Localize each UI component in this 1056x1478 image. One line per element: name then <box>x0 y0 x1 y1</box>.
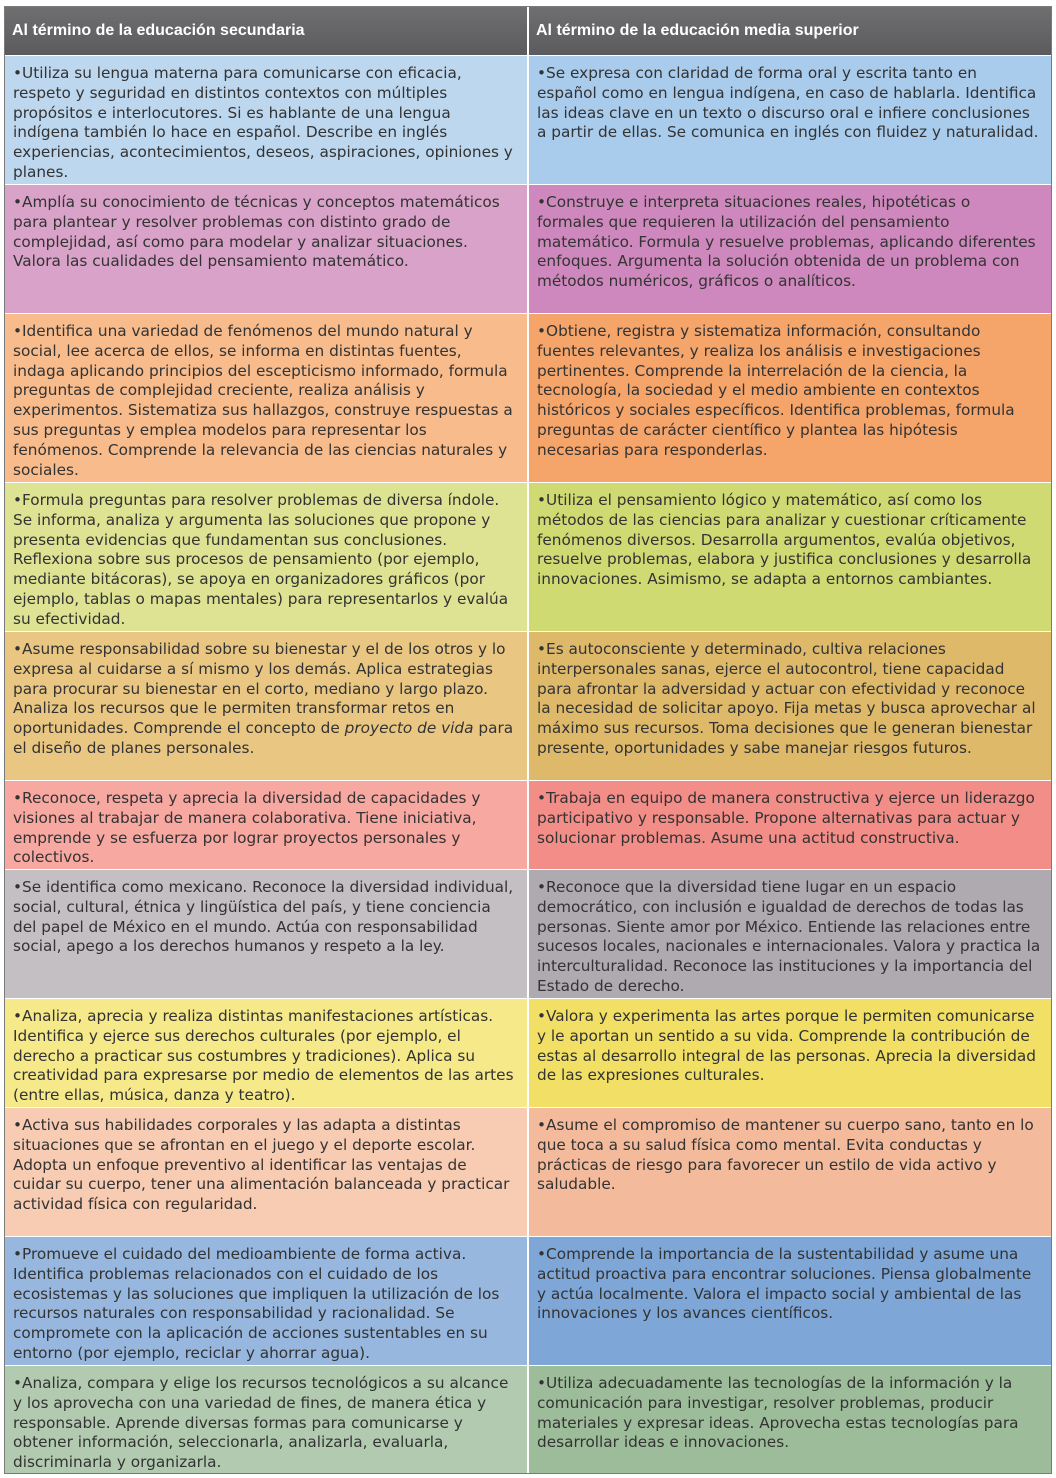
cell-secundaria <box>5 314 527 482</box>
cell-secundaria <box>5 1366 527 1473</box>
cell-text: •Identifica una variedad de fenómenos del mundo natural y social, lee acerca de ellos, se informa en distintas fuentes, indaga aplicando principios del escepticismo informado, formula preguntas de complejidad creciente, realiza análisis y experimentos. Sistematiza sus hallazgos, construye respuestas a sus preguntas y emplea modelos para representar los fenómenos. Comprende la relevancia de las ciencias naturales y sociales. <box>13 322 513 479</box>
cell-text: •Promueve el cuidado del medioambiente de forma activa. Identifica problemas relacionados con el cuidado de los ecosistemas y las soluciones que impliquen la utilización de los recursos naturales con responsabilidad y racionalidad. Se compromete con la aplicación de acciones sustentables en su entorno (por ejemplo, reciclar y ahorrar agua). <box>13 1245 500 1362</box>
table-row <box>5 781 1051 870</box>
cell-secundaria <box>5 56 527 184</box>
emphasis-text: proyecto de vida <box>344 719 474 738</box>
cell-secundaria <box>5 999 527 1107</box>
table-row <box>5 1237 1051 1366</box>
cell-text: •Valora y experimenta las artes porque le permiten comunicarse y le aportan un sentido a su vida. Comprende la contribución de estas al desarrollo integral de las personas. Aprecia la diversidad de las expresiones culturales. <box>537 1007 1037 1085</box>
table-header <box>5 7 1051 56</box>
cell-text: •Analiza, aprecia y realiza distintas manifestaciones artísticas. Identifica y ejerce sus derechos culturales (por ejemplo, el derecho a practicar sus costumbres y tradiciones). Aplica su creatividad para expresarse por medio de elementos de las artes (entre ellas, música, danza y teatro). <box>13 1007 514 1105</box>
table-row <box>5 870 1051 999</box>
cell-text-part: •Asume responsabilidad sobre su bienestar y el de los otros y lo expresa al cuidarse a sí mismo y los demás. Aplica estrategias para procurar su bienestar en el corto, mediano y largo plazo. Analiza los recursos que le permiten transformar retos en oportunidades. Comprende el concepto de <box>13 640 506 738</box>
cell-text: •Asume el compromiso de mantener su cuerpo sano, tanto en lo que toca a su salud física como mental. Evita conductas y prácticas de riesgo para favorecer un estilo de vida activo y saludable. <box>537 1116 1034 1194</box>
cell-media-superior <box>527 1108 1051 1236</box>
cell-text: •Construye e interpreta situaciones reales, hipotéticas o formales que requieren la utilización del pensamiento matemático. Formula y resuelve problemas, aplicando diferentes enfoques. Argumenta la solución obtenida de un problema con métodos numéricos, gráficos o analíticos. <box>537 193 1036 291</box>
table-row <box>5 483 1051 632</box>
cell-text: •Se expresa con claridad de forma oral y escrita tanto en español como en lengua indígena, en caso de hablarla. Identifica las ideas clave en un texto o discurso oral e infiere conclusiones a partir de ellas. Se comunica en inglés con fluidez y naturalidad. <box>537 64 1039 142</box>
cell-text: •Es autoconsciente y determinado, cultiva relaciones interpersonales sanas, ejerce el autocontrol, tiene capacidad para afrontar la adversidad y actuar con efectividad y reconoce la necesidad de solicitar apoyo. Fija metas y busca aprovechar al máximo sus recursos. Toma decisiones que le generan bienestar presente, oportunidades y sabe manejar riesgos futuros. <box>537 640 1036 757</box>
cell-text: •Activa sus habilidades corporales y las adapta a distintas situaciones que se afrontan en el juego y el deporte escolar. Adopta un enfoque preventivo al identificar las ventajas de cuidar su cuerpo, tener una alimentación balanceada y practicar actividad física con regularidad. <box>13 1116 510 1214</box>
cell-secundaria <box>5 870 527 998</box>
cell-text: •Trabaja en equipo de manera constructiva y ejerce un liderazgo participativo y responsable. Propone alternativas para actuar y solucionar problemas. Asume una actitud constructiva. <box>537 789 1035 847</box>
cell-media-superior <box>527 999 1051 1107</box>
cell-secundaria <box>5 185 527 313</box>
cell-media-superior <box>527 1366 1051 1473</box>
cell-text-part: para el diseño de planes personales. <box>13 719 514 757</box>
cell-secundaria <box>5 483 527 631</box>
cell-media-superior <box>527 56 1051 184</box>
cell-text: •Formula preguntas para resolver problemas de diversa índole. Se informa, analiza y argumenta las soluciones que propone y presenta evidencias que fundamentan sus conclusiones. Reflexiona sobre sus procesos de pensamiento (por ejemplo, mediante bitácoras), se apoya en organizadores gráficos (por ejemplo, tablas o mapas mentales) para representarlos y evalúa su efectividad. <box>13 491 509 628</box>
cell-media-superior <box>527 1237 1051 1365</box>
profile-table <box>4 6 1052 1474</box>
cell-text: •Se identifica como mexicano. Reconoce la diversidad individual, social, cultural, étnica y lingüística del país, y tiene conciencia del papel de México en el mundo. Actúa con responsabilidad social, apego a los derechos humanos y respeto a la ley. <box>13 878 514 956</box>
cell-text: •Comprende la importancia de la sustentabilidad y asume una actitud proactiva para encontrar soluciones. Piensa globalmente y actúa localmente. Valora el impacto social y ambiental de las innovaciones y los avances científicos. <box>537 1245 1032 1323</box>
table-row <box>5 56 1051 185</box>
cell-secundaria <box>5 781 527 869</box>
cell-text <box>13 640 517 759</box>
cell-text: •Reconoce que la diversidad tiene lugar en un espacio democrático, con inclusión e igualdad de derechos de todas las personas. Siente amor por México. Entiende las relaciones entre sucesos locales, nacionales e internacionales. Valora y practica la interculturalidad. Reconoce las instituciones y la importancia del Estado de derecho. <box>537 878 1041 995</box>
cell-media-superior <box>527 632 1051 780</box>
cell-text: •Utiliza su lengua materna para comunicarse con eficacia, respeto y seguridad en distintos contextos con múltiples propósitos e interlocutores. Si es hablante de una lengua indígena también lo hace en español. Describe en inglés experiencias, acontecimientos, deseos, aspiraciones, opiniones y planes. <box>13 64 513 181</box>
cell-text: •Utiliza el pensamiento lógico y matemático, así como los métodos de las ciencias para analizar y cuestionar críticamente fenómenos diversos. Desarrolla argumentos, evalúa objetivos, resuelve problemas, elabora y justifica conclusiones y desarrolla innovaciones. Asimismo, se adapta a entornos cambiantes. <box>537 491 1032 589</box>
table-row <box>5 314 1051 483</box>
header-media-superior: Al término de la educación media superior <box>527 7 1051 55</box>
cell-text: •Utiliza adecuadamente las tecnologías de la información y la comunicación para investigar, resolver problemas, producir materiales y expresar ideas. Aprovecha estas tecnologías para desarrollar ideas e innovaciones. <box>537 1374 1019 1452</box>
table-row <box>5 632 1051 781</box>
table-row <box>5 1108 1051 1237</box>
table-row <box>5 185 1051 314</box>
cell-text: •Amplía su conocimiento de técnicas y conceptos matemáticos para plantear y resolver problemas con distinto grado de complejidad, así como para modelar y analizar situaciones. Valora las cualidades del pensamiento matemático. <box>13 193 500 271</box>
cell-media-superior <box>527 870 1051 998</box>
cell-secundaria <box>5 632 527 780</box>
cell-text: •Reconoce, respeta y aprecia la diversidad de capacidades y visiones al trabajar de manera colaborativa. Tiene iniciativa, emprende y se esfuerza por lograr proyectos personales y colectivos. <box>13 789 481 867</box>
cell-secundaria <box>5 1108 527 1236</box>
header-secundaria: Al término de la educación secundaria <box>12 22 305 39</box>
cell-text: •Analiza, compara y elige los recursos tecnológicos a su alcance y los aprovecha con una variedad de fines, de manera ética y responsable. Aprende diversas formas para comunicarse y obtener información, seleccionarla, analizarla, evaluarla, discriminarla y organizarla. <box>13 1374 509 1472</box>
cell-media-superior <box>527 185 1051 313</box>
cell-media-superior <box>527 483 1051 631</box>
cell-secundaria <box>5 1237 527 1365</box>
table-row <box>5 999 1051 1108</box>
cell-media-superior <box>527 781 1051 869</box>
cell-text: •Obtiene, registra y sistematiza información, consultando fuentes relevantes, y realiza los análisis e investigaciones pertinentes. Comprende la interrelación de la ciencia, la tecnología, la sociedad y el medio ambiente en contextos históricos y sociales específicos. Identifica problemas, formula preguntas de carácter científico y plantea las hipótesis necesarias para responderlas. <box>537 322 1015 459</box>
table-row <box>5 1366 1051 1473</box>
cell-media-superior <box>527 314 1051 482</box>
